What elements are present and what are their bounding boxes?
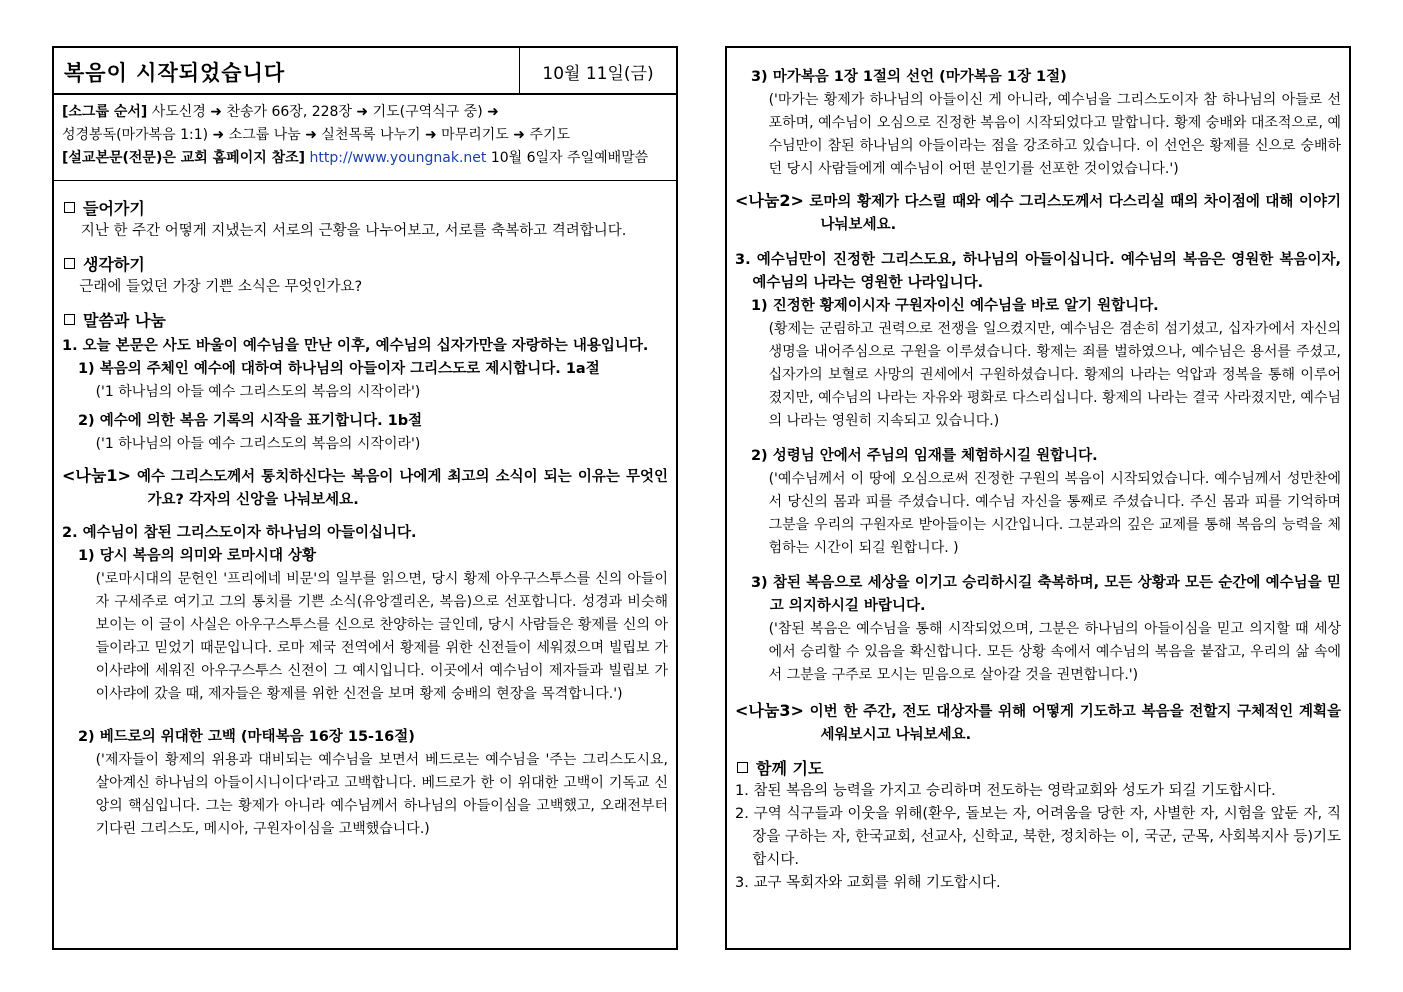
homepage-link[interactable]: http://www.youngnak.net bbox=[309, 150, 487, 166]
point-3-3: 3) 참된 복음으로 세상을 이기고 승리하시길 축복하며, 모든 상황과 모든 순간에 예수님을 믿고 의지하시길 바랍니다. bbox=[750, 575, 1341, 614]
section-word bbox=[62, 309, 668, 332]
intro-text: 지난 한 주간 어떻게 지냈는지 서로의 근황을 나누어보고, 서로를 축복하고 격려합니다. bbox=[80, 223, 627, 239]
quote-3-1: (황제는 군림하고 권력으로 전쟁을 일으켰지만, 예수님은 겸손히 섬기셨고, 십자가에서 자신의 생명을 내어주심으로 구원을 이루셨습니다. 황제는 죄를 벌하였으나, 예수님은 용서를 주셨고, 십자가의 보혈로 사망의 권세에서 구원하셨습니다. 황제의 나라는 억압과 정복을 통해 이루어졌지만, 예수님의 나라는 자유와 평화로 다스리십니다. 황제의 나라는 결국 사라졌지만, 예수님의 나라는 영원히 지속되고 있습니다.) bbox=[768, 321, 1341, 429]
info-box bbox=[54, 95, 676, 181]
sermon-label: [설교본문(전문)은 교회 홈페이지 참조] bbox=[62, 150, 306, 166]
sermon-tail: 10월 6일자 주일예배말씀 bbox=[486, 150, 649, 166]
share-2 bbox=[735, 189, 1341, 237]
order-label: [소그룹 순서] bbox=[62, 104, 148, 120]
point-3-1: 1) 진정한 황제이시자 구원자이신 예수님을 바로 알기 원합니다. bbox=[750, 298, 1159, 314]
think-text: 근래에 들었던 가장 기쁜 소식은 무엇인가요? bbox=[79, 279, 363, 295]
section-title: 말씀과 나눔 bbox=[83, 311, 166, 330]
right-body bbox=[727, 48, 1349, 895]
share-tag: <나눔2> bbox=[735, 191, 804, 210]
point-1: 1. 오늘 본문은 사도 바울이 예수님을 만난 이후, 예수님의 십자가만을 자랑하는 내용입니다. bbox=[62, 338, 649, 354]
point-3: 3. 예수님만이 진정한 그리스도요, 하나님의 아들이십니다. 예수님의 복음은 영원한 복음이자, 예수님의 나라는 영원한 나라입니다. bbox=[735, 252, 1341, 291]
prayer-1: 1. 참된 복음의 능력을 가지고 승리하며 전도하는 영락교회와 성도가 되길 기도합시다. bbox=[735, 783, 1276, 799]
order-line-1 bbox=[62, 101, 668, 124]
quote-1-1: ('1 하나님의 아들 예수 그리스도의 복음의 시작이라') bbox=[95, 384, 421, 400]
share-text: 예수 그리스도께서 통치하신다는 복음이 나에게 최고의 소식이 되는 이유는 무엇인가요? 각자의 신앙을 나눠보세요. bbox=[136, 469, 668, 508]
checkbox-icon bbox=[737, 762, 748, 773]
point-2-3: 3) 마가복음 1장 1절의 선언 (마가복음 1장 1절) bbox=[750, 69, 1067, 85]
share-tag: <나눔1> bbox=[62, 466, 131, 485]
left-body bbox=[54, 181, 676, 841]
section-title: 들어가기 bbox=[83, 199, 145, 218]
order-text-1: 사도신경 ➜ 찬송가 66장, 228장 ➜ 기도(구역식구 중) ➜ bbox=[147, 104, 499, 120]
checkbox-icon bbox=[64, 202, 75, 213]
section-pray bbox=[735, 757, 1341, 780]
point-1-1: 1) 복음의 주체인 예수에 대하여 하나님의 아들이자 그리스도로 제시합니다. 1a절 bbox=[77, 361, 600, 377]
quote-3-3: ('참된 복음은 예수님을 통해 시작되었으며, 그분은 하나님의 아들이심을 믿고 의지할 때 세상에서 승리할 수 있음을 확신합니다. 모든 상황 속에서 예수님의 복음을 붙잡고, 우리의 삶 속에서 그분을 구주로 모시는 믿음으로 살아갈 것을 권면합니다.') bbox=[768, 621, 1341, 683]
quote-1-2: ('1 하나님의 아들 예수 그리스도의 복음의 시작이라') bbox=[95, 436, 421, 452]
section-title: 생각하기 bbox=[83, 255, 145, 274]
header bbox=[54, 48, 676, 95]
share-text: 이번 한 주간, 전도 대상자를 위해 어떻게 기도하고 복음을 전할지 구체적인 계획을 세워보시고 나눠보세요. bbox=[809, 704, 1341, 743]
right-page bbox=[725, 46, 1351, 950]
quote-2-2: ('제자들이 황제의 위용과 대비되는 예수님을 보면서 베드로는 예수님을 '주는 그리스도시요, 살아계신 하나님의 아들이시니이다'라고 고백합니다. 베드로가 한 이 위대한 고백이 기독교 신앙의 핵심입니다. 그는 황제가 아니라 예수님께서 하나님의 아들이심을 고백했고, 오래전부터 기다린 그리스도, 메시아, 구원자이심을 고백했습니다.) bbox=[95, 752, 668, 837]
section-think bbox=[62, 253, 668, 276]
checkbox-icon bbox=[64, 258, 75, 269]
point-2-2: 2) 베드로의 위대한 고백 (마태복음 16장 15-16절) bbox=[77, 729, 415, 745]
date-label: 10월 11일(금) bbox=[542, 64, 654, 84]
left-page bbox=[52, 46, 678, 950]
quote-2-1: ('로마시대의 문헌인 '프리에네 비문'의 일부를 읽으면, 당시 황제 아우구스투스를 신의 아들이자 구세주로 여기고 그의 통치를 기쁜 소식(유앙겔리온, 복음)으로 선포합니다. 성경과 비슷해 보이는 이 글이 사실은 아우구스투스를 신으로 찬양하는 글인데, 당시 사람들은 황제를 신의 아들이라고 믿었기 때문입니다. 로마 제국 전역에서 황제를 위한 신전들이 세워졌으며 빌립보 가이사랴에 세워진 아우구스투스 신전이 그 예시입니다. 이곳에서 예수님이 제자들과 빌립보 가이사랴에 갔을 때, 제자들은 황제를 위한 신전을 보며 황제 숭배의 현장을 목격합니다.') bbox=[95, 571, 668, 702]
share-text: 로마의 황제가 다스릴 때와 예수 그리스도께서 다스리실 때의 차이점에 대해 이야기 나눠보세요. bbox=[809, 194, 1341, 233]
checkbox-icon bbox=[64, 314, 75, 325]
point-1-2: 2) 예수에 의한 복음 기록의 시작을 표기합니다. 1b절 bbox=[77, 413, 423, 429]
order-line-2: 성경봉독(마가복음 1:1) ➜ 소그룹 나눔 ➜ 실천목록 나누기 ➜ 마무리기도 ➜ 주기도 bbox=[62, 127, 570, 143]
share-1 bbox=[62, 464, 668, 512]
quote-2-3: ('마가는 황제가 하나님의 아들이신 게 아니라, 예수님을 그리스도이자 참 하나님의 아들로 선포하며, 예수님이 오심으로 진정한 복음이 시작되었다고 말합니다. 황제 숭배와 대조적으로, 예수님만이 참된 하나님의 아들이라는 점을 강조하고 있습니다. 이 선언은 황제를 신으로 숭배하던 당시 사람들에게 예수님이 어떤 분인기를 선포한 것이었습니다.') bbox=[768, 92, 1341, 177]
point-2-1: 1) 당시 복음의 의미와 로마시대 상황 bbox=[77, 548, 317, 564]
prayer-2: 2. 구역 식구들과 이웃을 위해(환우, 돌보는 자, 어려움을 당한 자, 사별한 자, 시험을 앞둔 자, 직장을 구하는 자, 한국교회, 선교사, 신학교, 북한, 정치하는 이, 국군, 군목, 사회복지사 등)기도합시다. bbox=[735, 806, 1341, 868]
point-3-2: 2) 성령님 안에서 주님의 임재를 체험하시길 원합니다. bbox=[750, 448, 1098, 464]
prayer-3: 3. 교구 목회자와 교회를 위해 기도합시다. bbox=[735, 875, 1001, 891]
share-3 bbox=[735, 699, 1341, 747]
share-tag: <나눔3> bbox=[735, 701, 804, 720]
sermon-line bbox=[62, 147, 668, 170]
quote-3-2: ('예수님께서 이 땅에 오심으로써 진정한 구원의 복음이 시작되었습니다. 예수님께서 성만찬에서 당신의 몸과 피를 주셨습니다. 예수님 자신을 통째로 주셨습니다. 주신 몸과 피를 기억하며 그분을 우리의 구원자로 받아들이는 시간입니다. 그분과의 깊은 교제를 통해 복음의 능력을 체험하는 시간이 되길 원합니다. ) bbox=[768, 471, 1341, 556]
point-2: 2. 예수님이 참된 그리스도이자 하나님의 아들이십니다. bbox=[62, 525, 417, 541]
section-intro bbox=[62, 197, 668, 220]
page-title: 복음이 시작되었습니다 bbox=[54, 48, 520, 93]
section-title: 함께 기도 bbox=[756, 759, 824, 778]
